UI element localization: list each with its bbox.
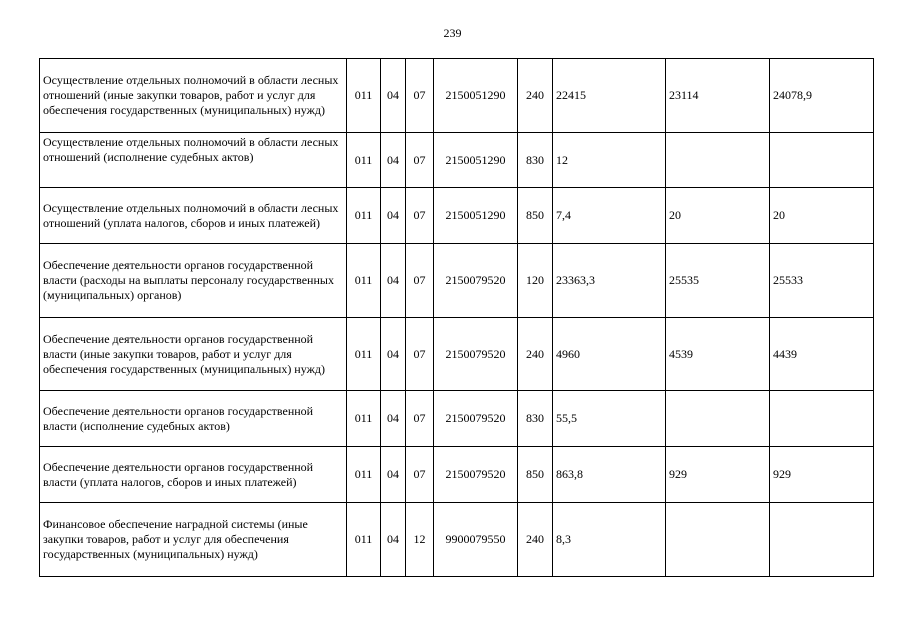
page-number: 239 <box>443 26 462 40</box>
target-article-code: 2150079520 <box>434 244 518 318</box>
table-row <box>40 318 874 391</box>
table-row <box>40 503 874 577</box>
amount-year-2: 20 <box>666 188 770 244</box>
expense-type-code: 850 <box>518 447 553 503</box>
row-description: Осуществление отдельных полномочий в области лесных отношений (исполнение судебных актов) <box>40 133 347 188</box>
section-code: 04 <box>381 318 406 391</box>
section-code: 04 <box>381 188 406 244</box>
amount-year-3: 929 <box>770 447 874 503</box>
grbs-code: 011 <box>347 391 381 447</box>
subsection-code: 12 <box>406 503 434 577</box>
row-description: Обеспечение деятельности органов государственной власти (уплата налогов, сборов и иных платежей) <box>40 447 347 503</box>
amount-year-3: 24078,9 <box>770 59 874 133</box>
subsection-code: 07 <box>406 447 434 503</box>
amount-year-2: 929 <box>666 447 770 503</box>
table-row <box>40 188 874 244</box>
subsection-code: 07 <box>406 133 434 188</box>
row-description: Обеспечение деятельности органов государственной власти (расходы на выплаты персоналу государственных (муниципальных) органов) <box>40 244 347 318</box>
table-row <box>40 391 874 447</box>
amount-year-3: 25533 <box>770 244 874 318</box>
amount-year-1: 8,3 <box>553 503 666 577</box>
grbs-code: 011 <box>347 244 381 318</box>
subsection-code: 07 <box>406 244 434 318</box>
amount-year-1: 22415 <box>553 59 666 133</box>
target-article-code: 2150051290 <box>434 188 518 244</box>
section-code: 04 <box>381 503 406 577</box>
amount-year-1: 12 <box>553 133 666 188</box>
row-description: Осуществление отдельных полномочий в области лесных отношений (иные закупки товаров, работ и услуг для обеспечения государственных (муниципальных) нужд) <box>40 59 347 133</box>
subsection-code: 07 <box>406 59 434 133</box>
amount-year-3 <box>770 391 874 447</box>
amount-year-2 <box>666 503 770 577</box>
row-description: Осуществление отдельных полномочий в области лесных отношений (уплата налогов, сборов и иных платежей) <box>40 188 347 244</box>
amount-year-3 <box>770 133 874 188</box>
expense-type-code: 240 <box>518 59 553 133</box>
amount-year-1: 863,8 <box>553 447 666 503</box>
amount-year-1: 23363,3 <box>553 244 666 318</box>
target-article-code: 2150079520 <box>434 318 518 391</box>
grbs-code: 011 <box>347 133 381 188</box>
expense-type-code: 830 <box>518 133 553 188</box>
grbs-code: 011 <box>347 59 381 133</box>
expense-type-code: 240 <box>518 318 553 391</box>
budget-table <box>39 58 874 577</box>
amount-year-2 <box>666 391 770 447</box>
target-article-code: 2150079520 <box>434 391 518 447</box>
table-row <box>40 133 874 188</box>
amount-year-2: 4539 <box>666 318 770 391</box>
expense-type-code: 850 <box>518 188 553 244</box>
amount-year-2: 25535 <box>666 244 770 318</box>
amount-year-2: 23114 <box>666 59 770 133</box>
grbs-code: 011 <box>347 318 381 391</box>
amount-year-1: 4960 <box>553 318 666 391</box>
amount-year-3: 4439 <box>770 318 874 391</box>
target-article-code: 2150051290 <box>434 59 518 133</box>
table-row <box>40 59 874 133</box>
subsection-code: 07 <box>406 318 434 391</box>
grbs-code: 011 <box>347 188 381 244</box>
section-code: 04 <box>381 59 406 133</box>
subsection-code: 07 <box>406 188 434 244</box>
amount-year-1: 7,4 <box>553 188 666 244</box>
expense-type-code: 120 <box>518 244 553 318</box>
target-article-code: 2150079520 <box>434 447 518 503</box>
section-code: 04 <box>381 447 406 503</box>
subsection-code: 07 <box>406 391 434 447</box>
grbs-code: 011 <box>347 447 381 503</box>
amount-year-3: 20 <box>770 188 874 244</box>
target-article-code: 2150051290 <box>434 133 518 188</box>
grbs-code: 011 <box>347 503 381 577</box>
amount-year-1: 55,5 <box>553 391 666 447</box>
target-article-code: 9900079550 <box>434 503 518 577</box>
expense-type-code: 240 <box>518 503 553 577</box>
row-description: Финансовое обеспечение наградной системы (иные закупки товаров, работ и услуг для обеспечения государственных (муниципальных) нужд) <box>40 503 347 577</box>
table-row <box>40 447 874 503</box>
amount-year-3 <box>770 503 874 577</box>
table-row <box>40 244 874 318</box>
section-code: 04 <box>381 133 406 188</box>
row-description: Обеспечение деятельности органов государственной власти (иные закупки товаров, работ и услуг для обеспечения государственных (муниципальных) нужд) <box>40 318 347 391</box>
section-code: 04 <box>381 244 406 318</box>
amount-year-2 <box>666 133 770 188</box>
row-description: Обеспечение деятельности органов государственной власти (исполнение судебных актов) <box>40 391 347 447</box>
expense-type-code: 830 <box>518 391 553 447</box>
section-code: 04 <box>381 391 406 447</box>
